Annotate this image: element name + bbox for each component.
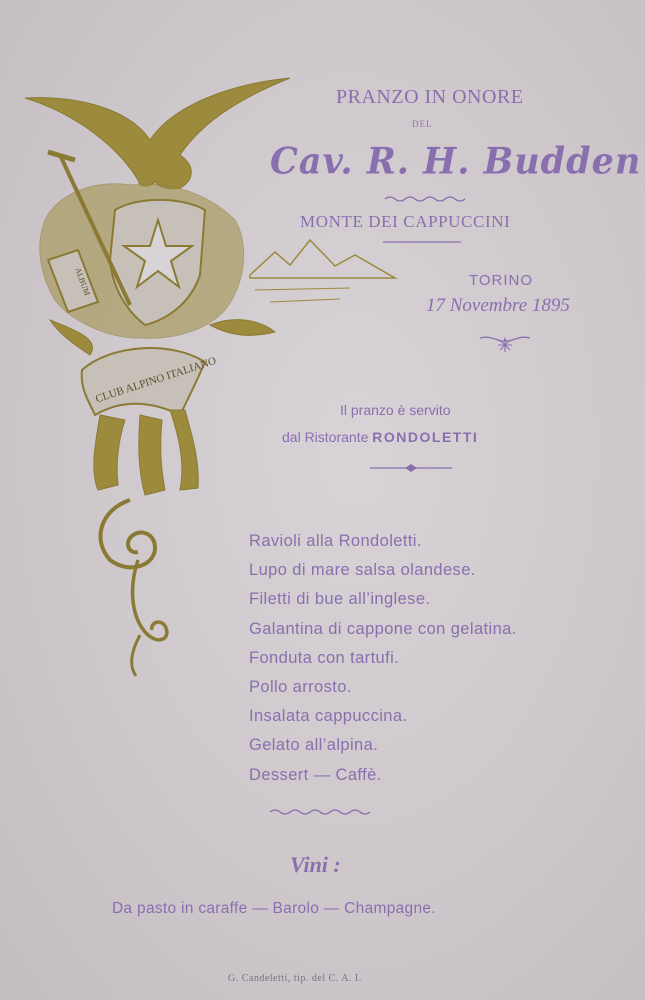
menu-item: Ravioli alla Rondoletti.	[249, 532, 422, 550]
header-pranzo-in-onore: PRANZO IN ONORE	[336, 86, 524, 108]
service-line-1: Il pranzo è servito	[340, 402, 451, 418]
printer-credit: G. Candeletti, tip. del C. A. I.	[228, 973, 362, 984]
crest-book-text: ALBUM	[73, 266, 92, 297]
menu-item: Dessert — Caffè.	[249, 765, 382, 784]
menu-item: Lupo di mare salsa olandese.	[249, 561, 476, 580]
venue-name: MONTE DEI CAPPUCCINI	[300, 212, 511, 231]
menu-item: Insalata cappuccina.	[249, 707, 408, 726]
menu-list	[249, 527, 517, 790]
eagle-icon	[25, 78, 290, 189]
menu-item: Pollo arrosto.	[249, 678, 352, 697]
wavy-divider-2	[270, 808, 376, 816]
event-city: TORINO	[469, 272, 534, 289]
wines-list: Da pasto in caraffe — Barolo — Champagne.	[112, 900, 436, 917]
rule-divider	[383, 241, 461, 244]
menu-item: Fonduta con tartufi.	[249, 648, 400, 667]
menu-item: Gelato all’alpina.	[249, 736, 379, 755]
service-prefix: dal Ristorante	[282, 429, 369, 445]
service-line-2	[282, 429, 478, 445]
dot-divider-icon	[370, 464, 452, 472]
event-date: 17 Novembre 1895	[426, 295, 570, 316]
wines-title: Vini :	[290, 852, 341, 877]
honoree-name: Cav. R. H. Budden	[270, 139, 642, 184]
flourish-ornament-icon	[478, 332, 532, 352]
menu-item: Filetti di bue all’inglese.	[249, 590, 431, 609]
wavy-divider-1	[385, 195, 467, 203]
menu-item: Galantina di cappone con gelatina.	[249, 619, 517, 638]
crest-banner-text: CLUB ALPINO ITALIANO	[94, 354, 218, 406]
restaurant-name: RONDOLETTI	[372, 429, 479, 445]
header-del: DEL	[412, 119, 433, 129]
